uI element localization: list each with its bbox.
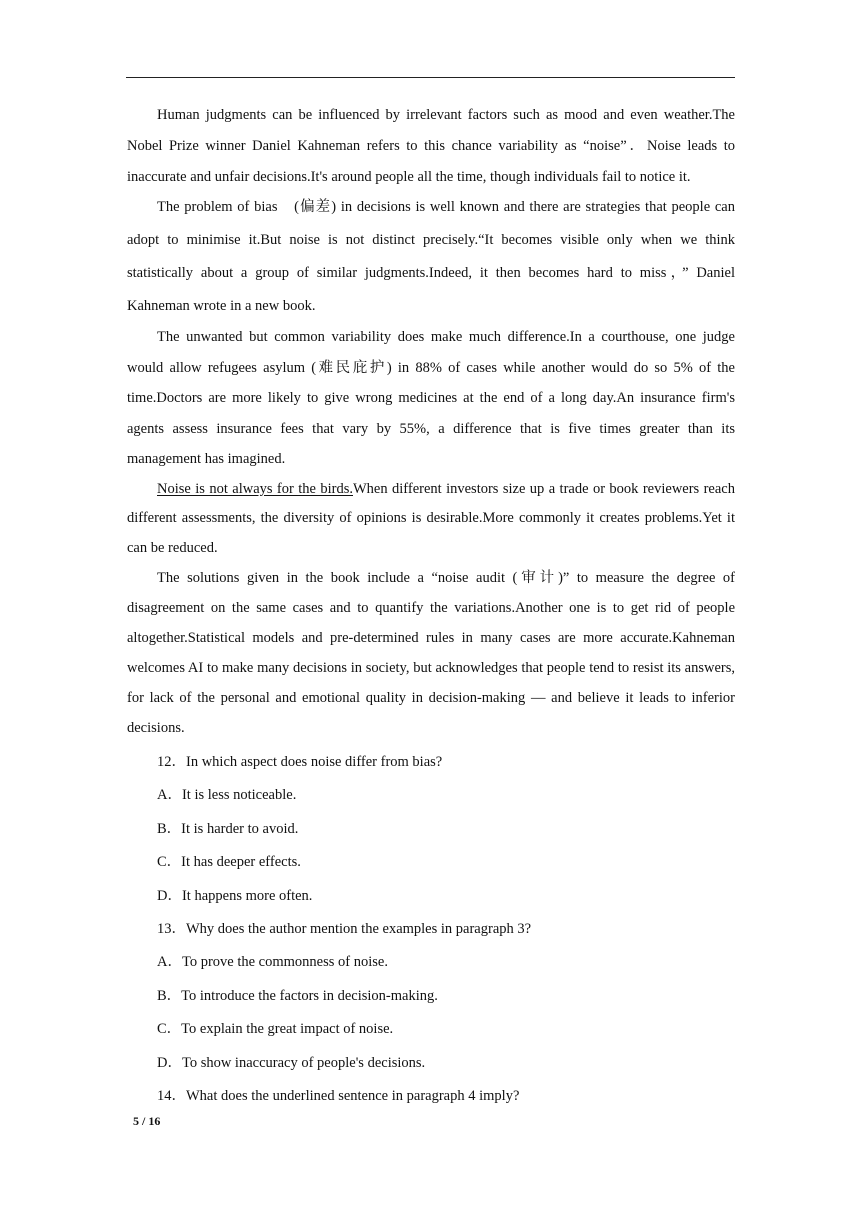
question-stem: 12．In which aspect does noise differ from bias? (157, 754, 443, 770)
page-number: 5 / 16 (133, 1114, 161, 1128)
page-content (127, 100, 735, 1113)
header-rule (126, 77, 735, 78)
option-a: A．To prove the commonness of noise. (157, 954, 388, 971)
passage-paragraph-1: Human judgments can be influenced by irrelevant factors such as mood and even weather.The Nobel Prize winner Daniel Kahneman refers to this chance variability as “noise”．Noise leads to inaccurate and unfair decisions.It's around people all the time, though individuals fail to notice it. (127, 107, 735, 185)
option-c: C．To explain the great impact of noise. (157, 1021, 394, 1038)
option-c: C．It has deeper effects. (157, 854, 301, 871)
paragraph-4-text: When different investors size up a trade or book reviewers reach different assessments, the diversity of opinions is desirable.More commonly it creates problems.Yet it can be reduced. (127, 480, 735, 556)
question-stem: 14．What does the underlined sentence in paragraph 4 imply? (157, 1087, 520, 1104)
underlined-sentence: Noise is not always for the birds. (157, 480, 353, 497)
question-stem: 13．Why does the author mention the examples in paragraph 3? (157, 920, 532, 937)
option-b: B．To introduce the factors in decision-making. (157, 987, 438, 1004)
option-d: D．To show inaccuracy of people's decisions. (157, 1054, 426, 1071)
passage-paragraph-2: The problem of bias (偏差) in decisions is well known and there are strategies that people can adopt to minimise it.But noise is not distinct precisely.“It becomes visible only when we think statistically about a group of similar judgments.Indeed, it then becomes hard to miss，” Daniel Kahneman wrote in a new book. (127, 199, 735, 314)
option-a: A．It is less noticeable. (157, 787, 297, 804)
question-list (127, 746, 735, 1113)
option-b: B．It is harder to avoid. (157, 820, 299, 837)
passage-paragraph-5: The solutions given in the book include a “noise audit (审计)” to measure the degree of disagreement on the same cases and to quantify the variations.Another one is to get rid of people altogether.Statistical models and pre-determined rules in many cases are more accurate.Kahneman welcomes AI to make many decisions in society, but acknowledges that people tend to resist its answers, for lack of the personal and emotional quality in decision-making — and believe it leads to inferior decisions. (127, 570, 735, 736)
option-d: D．It happens more often. (157, 887, 313, 904)
passage-paragraph-3: The unwanted but common variability does make much difference.In a courthouse, one judge would allow refugees asylum (难民庇护) in 88% of cases while another would do so 5% of the time.Doctors are more likely to give wrong medicines at the end of a long day.An insurance firm's agents assess insurance fees that vary by 55%, a difference that is five times greater than its management has imagined. (127, 329, 735, 467)
passage-paragraph-4 (127, 475, 735, 564)
